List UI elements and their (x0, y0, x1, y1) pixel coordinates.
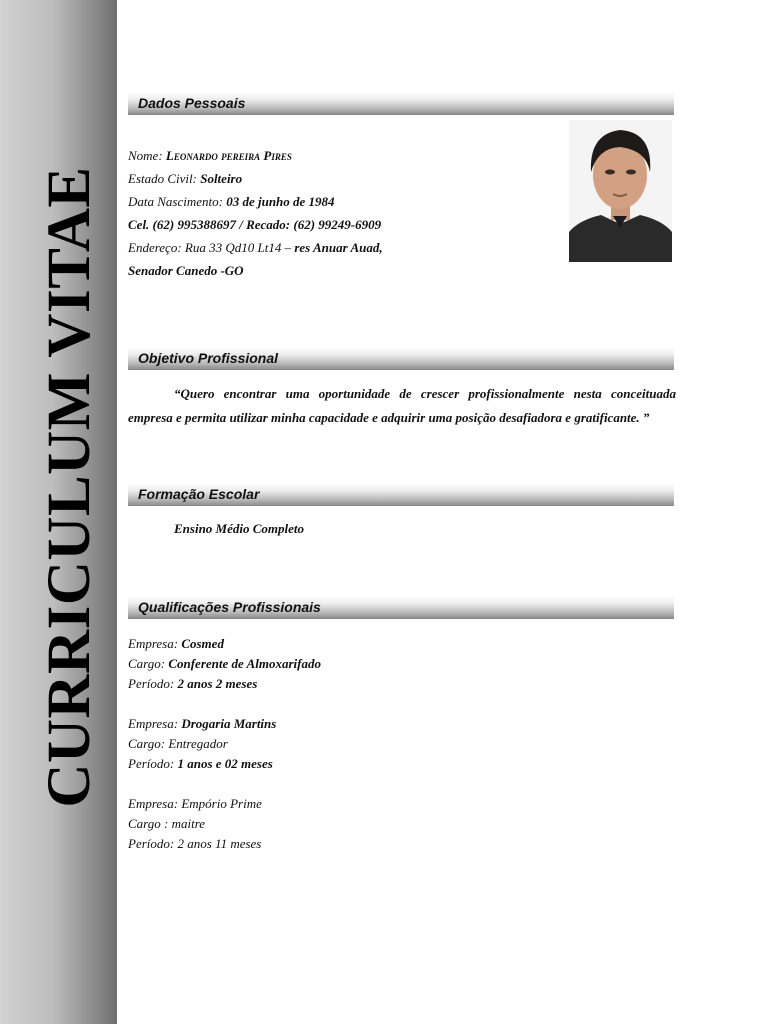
name-label: Nome: (128, 148, 166, 163)
address-label: Endereço: Rua 33 Qd10 Lt14 – (128, 240, 295, 255)
period-value: 2 anos 11 meses (177, 836, 262, 851)
section-header-education (128, 483, 674, 506)
company-label: Empresa: (128, 796, 182, 811)
profile-photo-image (569, 120, 672, 262)
address-value: res Anuar Auad, (294, 240, 383, 255)
role-value: Entregador (168, 736, 228, 751)
period-label: Período: (128, 676, 178, 691)
period-label: Período: (128, 836, 178, 851)
role-label: Cargo : (128, 816, 172, 831)
company-value: Drogaria Martins (181, 716, 277, 731)
period-value: 2 anos 2 meses (177, 676, 258, 691)
section-title: Formação Escolar (138, 486, 260, 502)
section-header-personal (128, 92, 674, 115)
education-item: Ensino Médio Completo (174, 521, 305, 536)
phone-line (128, 217, 381, 233)
address-line-2 (128, 263, 244, 279)
role-label: Cargo: (128, 656, 169, 671)
job-company-line (128, 716, 276, 732)
name-value: Leonardo pereira Pires (165, 148, 292, 163)
sidebar (0, 0, 117, 1024)
name-line (128, 148, 292, 164)
period-value: 1 anos e 02 meses (177, 756, 273, 771)
civil-label: Estado Civil: (128, 171, 201, 186)
job-period-line (128, 676, 257, 692)
company-label: Empresa: (128, 636, 182, 651)
role-value: maitre (171, 816, 206, 831)
job-company-line (128, 636, 224, 652)
address-line (128, 240, 383, 256)
job-role-line (128, 816, 205, 832)
period-label: Período: (128, 756, 178, 771)
civil-status-line (128, 171, 242, 187)
job-period-line (128, 836, 261, 852)
job-role-line (128, 656, 321, 672)
address-city: Senador Canedo -GO (128, 263, 244, 278)
profile-photo (569, 120, 672, 262)
phone-text: Cel. (62) 995388697 / Recado: (62) 99249-6909 (128, 217, 382, 232)
section-title: Qualificações Profissionais (138, 599, 321, 615)
role-value: Conferente de Almoxarifado (168, 656, 321, 671)
job-company-line (128, 796, 262, 812)
role-label: Cargo: (128, 736, 169, 751)
section-title: Objetivo Profissional (138, 350, 279, 366)
job-period-line (128, 756, 273, 772)
birth-label: Data Nascimento: (128, 194, 227, 209)
section-header-objective (128, 347, 674, 370)
section-header-qualifications (128, 596, 674, 619)
civil-value: Solteiro (200, 171, 243, 186)
job-role-line (128, 736, 228, 752)
company-value: Empório Prime (181, 796, 262, 811)
objective-text: “Quero encontrar uma oportunidade de crescer profissionalmente nesta conceituada empresa e permita utilizar minha capacidade e adquirir uma posição desafiadora e gratificante. ” (128, 386, 676, 425)
birth-date-line (128, 194, 335, 210)
sidebar-title: CURRICULUM VITAE (36, 166, 103, 808)
company-label: Empresa: (128, 716, 182, 731)
section-title: Dados Pessoais (138, 95, 246, 111)
company-value: Cosmed (181, 636, 224, 651)
birth-value: 03 de junho de 1984 (226, 194, 335, 209)
